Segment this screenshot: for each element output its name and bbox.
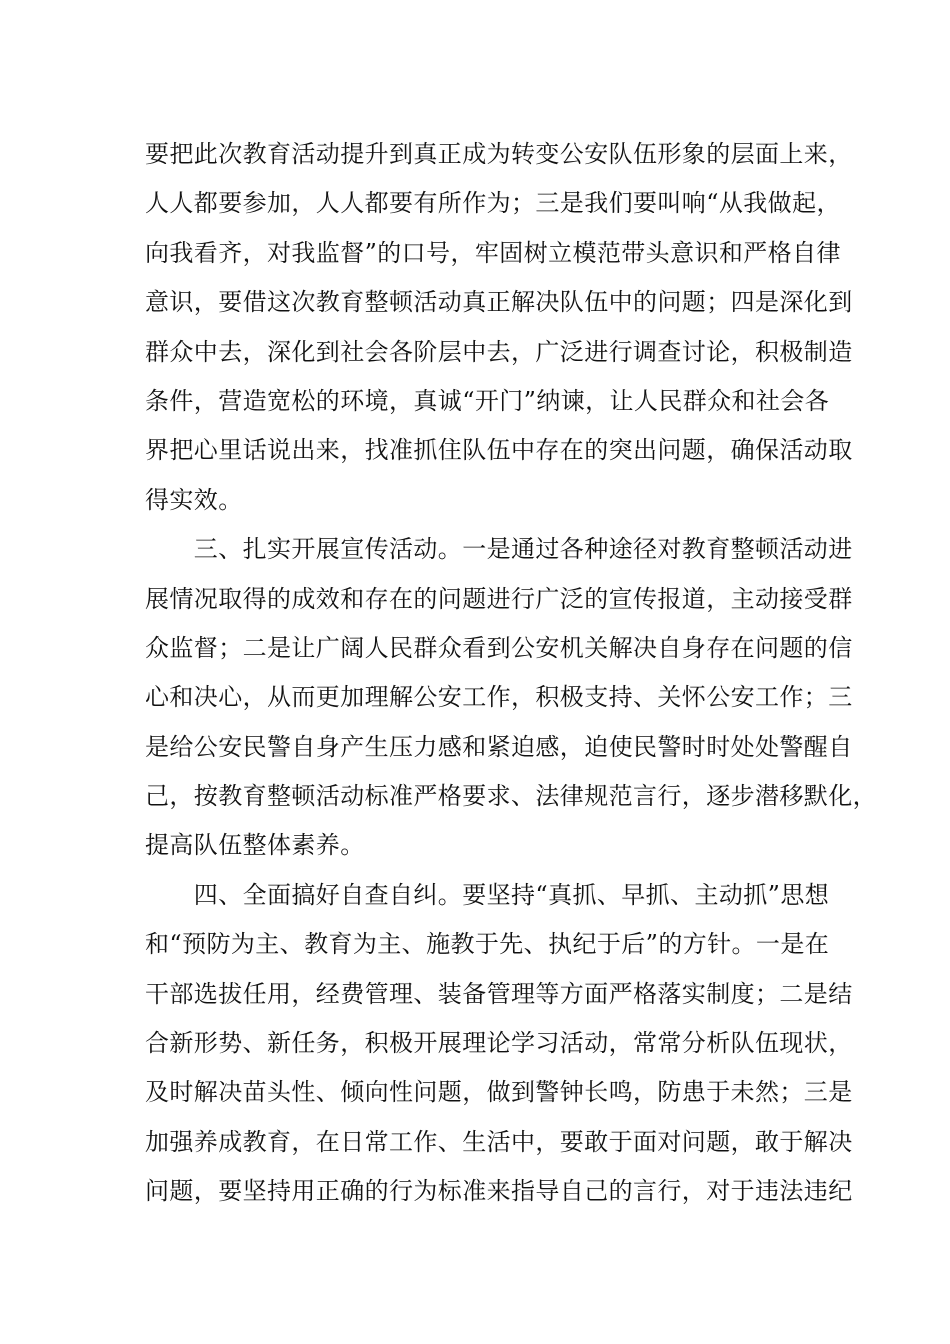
text-line: 干部选拔任用，经费管理、装备管理等方面严格落实制度；二是结: [145, 979, 853, 1008]
text-line: 意识，要借这次教育整顿活动真正解决队伍中的问题；四是深化到: [145, 288, 853, 317]
text-line: 提高队伍整体素养。: [145, 831, 365, 860]
text-line: 及时解决苗头性、倾向性问题，做到警钟长鸣，防患于未然；三是: [145, 1078, 853, 1107]
text-line: 得实效。: [145, 485, 243, 514]
text-line: 界把心里话说出来，找准抓住队伍中存在的突出问题，确保活动取: [145, 436, 853, 465]
text-line: 众监督；二是让广阔人民群众看到公安机关解决自身存在问题的信: [145, 633, 853, 662]
text-line: 加强养成教育，在日常工作、生活中，要敢于面对问题，敢于解决: [145, 1127, 853, 1156]
text-line: 向我看齐，对我监督”的口号，牢固树立模范带头意识和严格自律: [145, 238, 841, 267]
section-3-heading-line: 三、扎实开展宣传活动。一是通过各种途径对教育整顿活动进: [145, 535, 853, 564]
text-line: 条件，营造宽松的环境，真诚“开门”纳谏，让人民群众和社会各: [145, 386, 830, 415]
text-line: 心和决心，从而更加理解公安工作，积极支持、关怀公安工作；三: [145, 683, 853, 712]
document-body: [145, 130, 877, 1217]
text-line: 己，按教育整顿活动标准严格要求、法律规范言行，逐步潜移默化，: [145, 782, 877, 811]
text-line: 合新形势、新任务，积极开展理论学习活动，常常分析队伍现状，: [145, 1029, 853, 1058]
text-line: 要把此次教育活动提升到真正成为转变公安队伍形象的层面上来，: [145, 140, 853, 168]
text-line: 和“预防为主、教育为主、施教于先、执纪于后”的方针。一是在: [145, 930, 830, 959]
section-4-heading-line: 四、全面搞好自查自纠。要坚持“真抓、早抓、主动抓”思想: [145, 880, 830, 909]
text-line: 是给公安民警自身产生压力感和紧迫感，迫使民警时时处处警醒自: [145, 732, 853, 761]
text-line: 人人都要参加，人人都要有所作为；三是我们要叫响“从我做起，: [145, 189, 841, 218]
text-line: 问题，要坚持用正确的行为标准来指导自己的言行，对于违法违纪: [145, 1177, 853, 1206]
text-line: 展情况取得的成效和存在的问题进行广泛的宣传报道，主动接受群: [145, 584, 853, 613]
text-line: 群众中去，深化到社会各阶层中去，广泛进行调查讨论，积极制造: [145, 337, 853, 366]
